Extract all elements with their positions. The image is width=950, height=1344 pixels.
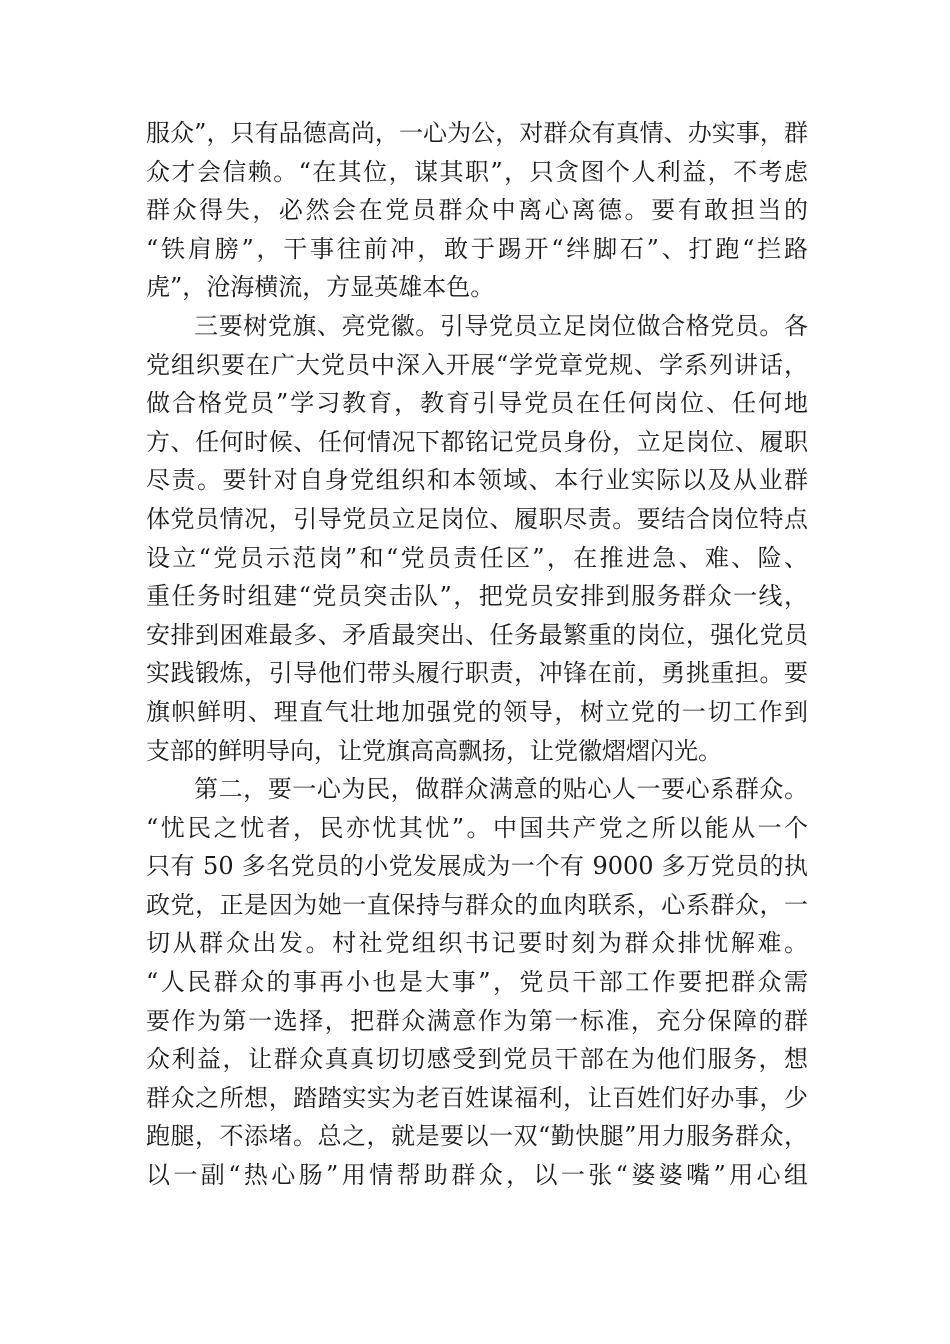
text-line: 以一副“热心肠”用情帮助群众，以一张“婆婆嘴”用心组 xyxy=(146,1161,808,1190)
paragraph xyxy=(146,307,808,770)
text-line: “忧民之忧者，民亦忧其忧”。中国共产党之所以能从一个 xyxy=(146,813,808,842)
text-line: 切从群众出发。村社党组织书记要时刻为群众排忧解难。 xyxy=(146,929,808,958)
text-line: 方、任何时候、任何情况下都铭记党员身份，立足岗位、履职 xyxy=(146,427,808,456)
text-line: 重任务时组建“党员突击队”，把党员安排到服务群众一线， xyxy=(146,582,808,611)
paragraph xyxy=(146,114,808,307)
text-line: 跑腿，不添堵。总之，就是要以一双“勤快腿”用力服务群众， xyxy=(146,1122,808,1151)
text-line: 只有 50 多名党员的小党发展成为一个有 9000 多万党员的执 xyxy=(146,852,808,881)
text-line: 要作为第一选择，把群众满意作为第一标准，充分保障的群 xyxy=(146,1006,808,1035)
paragraph xyxy=(146,770,808,1195)
text-line: 政党，正是因为她一直保持与群众的血肉联系，心系群众，一 xyxy=(146,890,808,919)
text-line: 安排到困难最多、矛盾最突出、任务最繁重的岗位，强化党员 xyxy=(146,620,808,649)
text-line: 虎”，沧海横流，方显英雄本色。 xyxy=(146,273,495,302)
text-line: 做合格党员”学习教育，教育引导党员在任何岗位、任何地 xyxy=(146,389,808,418)
text-line: 尽责。要针对自身党组织和本领域、本行业实际以及从业群 xyxy=(146,466,808,495)
text-line: 旗帜鲜明、理直气壮地加强党的领导，树立党的一切工作到 xyxy=(146,697,808,726)
text-line: “铁肩膀”，干事往前冲，敢于踢开“绊脚石”、打跑“拦路 xyxy=(146,234,808,263)
text-line: 三要树党旗、亮党徽。引导党员立足岗位做合格党员。各 xyxy=(194,311,808,340)
text-line: 实践锻炼，引导他们带头履行职责，冲锋在前，勇挑重担。要 xyxy=(146,659,808,688)
text-line: 设立“党员示范岗”和“党员责任区”，在推进急、难、险、 xyxy=(146,543,808,572)
text-line: 服众”，只有品德高尚，一心为公，对群众有真情、办实事，群 xyxy=(146,119,808,147)
text-line: 群众之所想，踏踏实实为老百姓谋福利，让百姓们好办事，少 xyxy=(146,1083,808,1112)
text-line: 第二，要一心为民，做群众满意的贴心人一要心系群众。 xyxy=(194,775,808,804)
text-line: 体党员情况，引导党员立足岗位、履职尽责。要结合岗位特点 xyxy=(146,504,808,533)
text-line: 支部的鲜明导向，让党旗高高飘扬，让党徽熠熠闪光。 xyxy=(146,736,722,765)
text-line: 众才会信赖。“在其位，谋其职”，只贪图个人利益，不考虑 xyxy=(146,157,808,186)
text-line: 众利益，让群众真真切切感受到党员干部在为他们服务，想 xyxy=(146,1045,808,1074)
text-line: “人民群众的事再小也是大事”，党员干部工作要把群众需 xyxy=(146,968,808,997)
document-body xyxy=(146,114,808,1195)
text-line: 群众得失，必然会在党员群众中离心离德。要有敢担当的 xyxy=(146,196,808,225)
text-line: 党组织要在广大党员中深入开展“学党章党规、学系列讲话， xyxy=(146,350,808,379)
